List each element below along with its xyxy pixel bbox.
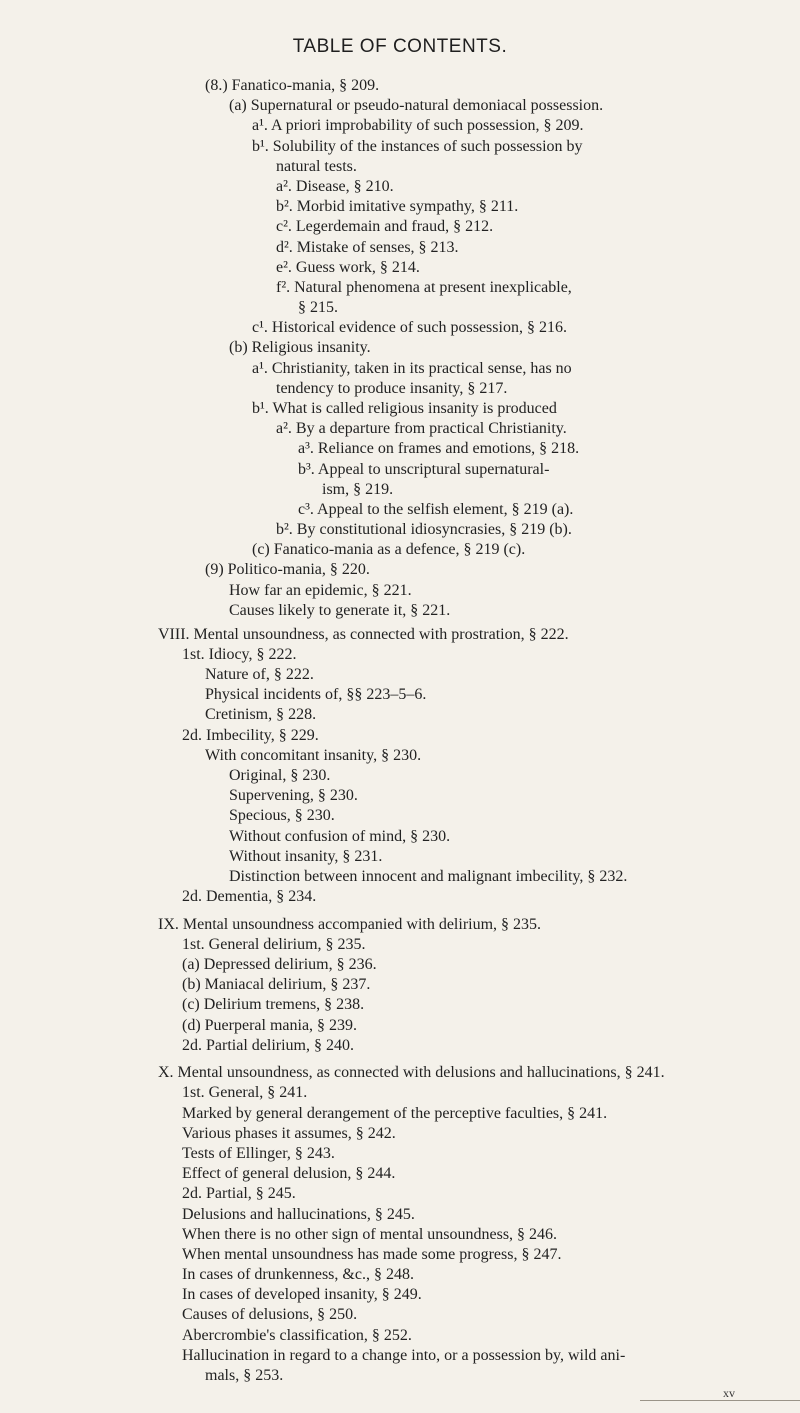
section-heading: IX. Mental unsoundness accompanied with delirium, § 235. — [158, 915, 542, 933]
toc-line: Nature of, § 222. — [205, 666, 314, 683]
toc-line: c². Legerdemain and fraud, § 212. — [276, 218, 494, 236]
toc-line: Effect of general delusion, § 244. — [182, 1165, 396, 1183]
toc-line: (c) Fanatico-mania as a defence, § 219 (c). — [252, 541, 526, 559]
toc-line: (8.) Fanatico-mania, § 209. — [205, 77, 380, 94]
toc-line: (c) Delirium tremens, § 238. — [182, 996, 365, 1014]
toc-line: Causes of delusions, § 250. — [182, 1306, 358, 1324]
toc-line: 1st. Idiocy, § 222. — [182, 645, 297, 663]
toc-line: Cretinism, § 228. — [205, 706, 317, 724]
toc-line: a³. Reliance on frames and emotions, § 218. — [298, 440, 580, 458]
page-edge-rule — [640, 1400, 800, 1401]
page-number: xv — [723, 1386, 735, 1400]
toc-line: (b) Religious insanity. — [229, 339, 371, 357]
toc-line: e². Guess work, § 214. — [276, 258, 420, 276]
toc-line: In cases of developed insanity, § 249. — [182, 1286, 422, 1304]
toc-line: 2d. Partial delirium, § 240. — [182, 1036, 354, 1054]
toc-line: In cases of drunkenness, &c., § 248. — [182, 1266, 414, 1284]
toc-line: Tests of Ellinger, § 243. — [182, 1145, 335, 1162]
toc-line: f². Natural phenomena at present inexplicable, — [276, 278, 572, 296]
toc-line: (a) Supernatural or pseudo-natural demoniacal possession. — [229, 97, 604, 115]
toc-line: a¹. Christianity, taken in its practical sense, has no — [252, 359, 572, 377]
toc-line: Without confusion of mind, § 230. — [229, 827, 451, 845]
toc-line: Supervening, § 230. — [229, 787, 358, 805]
section-heading: X. Mental unsoundness, as connected with delusions and hallucinations, § 241. — [158, 1064, 665, 1082]
toc-line: d². Mistake of senses, § 213. — [276, 238, 459, 256]
toc-line: When there is no other sign of mental unsoundness, § 246. — [182, 1225, 558, 1243]
toc-line: (a) Depressed delirium, § 236. — [182, 956, 377, 973]
toc-line: mals, § 253. — [205, 1367, 284, 1384]
toc-line: b². By constitutional idiosyncrasies, § 219 (b). — [276, 521, 572, 539]
toc-line: Without insanity, § 231. — [229, 847, 383, 865]
toc-line: b³. Appeal to unscriptural supernatural- — [298, 460, 550, 478]
toc-line: a². By a departure from practical Christianity. — [276, 420, 567, 438]
toc-line: Distinction between innocent and malignant imbecility, § 232. — [229, 867, 628, 885]
toc-line: ism, § 219. — [322, 480, 394, 498]
toc-line: b². Morbid imitative sympathy, § 211. — [276, 198, 519, 216]
toc-line: b¹. Solubility of the instances of such possession by — [252, 137, 583, 155]
toc-line: With concomitant insanity, § 230. — [205, 746, 422, 764]
toc-line: Hallucination in regard to a change into, or a possession by, wild ani- — [182, 1346, 626, 1364]
section-heading: VIII. Mental unsoundness, as connected with prostration, § 222. — [158, 625, 569, 643]
toc-line: tendency to produce insanity, § 217. — [276, 379, 508, 397]
toc-line: 2d. Partial, § 245. — [182, 1185, 296, 1203]
toc-line: Physical incidents of, §§ 223–5–6. — [205, 686, 427, 704]
toc-line: Causes likely to generate it, § 221. — [229, 601, 451, 619]
toc-line: c³. Appeal to the selfish element, § 219 (a). — [298, 500, 574, 518]
page-header: TABLE OF CONTENTS. — [292, 36, 508, 57]
toc-line: natural tests. — [276, 157, 357, 175]
toc-line: Original, § 230. — [229, 767, 331, 784]
toc-line: Various phases it assumes, § 242. — [182, 1124, 396, 1142]
toc-line: a¹. A priori improbability of such possession, § 209. — [252, 117, 584, 135]
toc-line: 1st. General, § 241. — [182, 1084, 308, 1102]
toc-line: c¹. Historical evidence of such possession, § 216. — [252, 319, 567, 337]
toc-line: 2d. Dementia, § 234. — [182, 888, 317, 906]
toc-line: 2d. Imbecility, § 229. — [182, 726, 319, 744]
toc-line: Delusions and hallucinations, § 245. — [182, 1205, 415, 1223]
toc-line: (d) Puerperal mania, § 239. — [182, 1016, 358, 1034]
toc-line: How far an epidemic, § 221. — [229, 581, 412, 599]
toc-line: Marked by general derangement of the perceptive faculties, § 241. — [182, 1104, 608, 1122]
toc-line: Specious, § 230. — [229, 807, 335, 825]
toc-line: Abercrombie's classification, § 252. — [182, 1326, 412, 1344]
toc-line: When mental unsoundness has made some progress, § 247. — [182, 1245, 562, 1263]
toc-line: a². Disease, § 210. — [276, 177, 394, 195]
toc-line: (9) Politico-mania, § 220. — [205, 561, 370, 579]
toc-line: (b) Maniacal delirium, § 237. — [182, 976, 371, 994]
toc-line: 1st. General delirium, § 235. — [182, 935, 366, 953]
toc-line: b¹. What is called religious insanity is produced — [252, 400, 557, 417]
toc-line: § 215. — [298, 299, 338, 316]
